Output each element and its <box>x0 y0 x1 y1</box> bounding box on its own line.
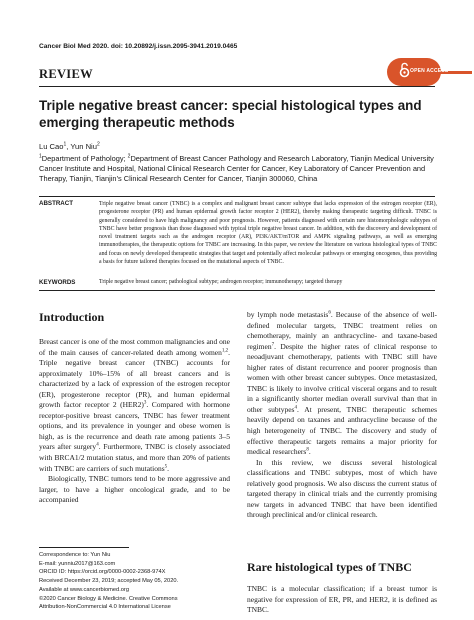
open-lock-icon <box>399 62 410 78</box>
intro-paragraph-3 <box>247 310 437 458</box>
affiliations <box>39 154 439 185</box>
footnote-copyright: ©2020 Cancer Biology & Medicine. Creative Commons <box>39 595 178 602</box>
citation-ref: 7 <box>271 342 275 348</box>
footnote-available: Available at www.cancerbiomed.org <box>39 586 129 593</box>
journal-citation: Cancer Biol Med 2020. doi: 10.20892/j.issn.2095-3941.2019.0465 <box>39 43 238 50</box>
citation-ref: 4 <box>294 405 297 411</box>
intro-paragraph-1 <box>39 337 230 474</box>
text-run: . At present, TNBC therapeutic schemes heavily depend on taxanes and anthracycline because of the high heterogeneity of TNBC. The discovery and study of effective therapeutic targets remains a major priority for medical researchers <box>247 404 437 457</box>
text-run: . Triple negative breast cancer (TNBC) accounts for approximately 10%–15% of all breast cancers and is characterized by a lack of expression of the estrogen receptor (ER), progesterone receptor (PR), and human epidermal growth factor receptor 2 (HER2) <box>39 347 230 410</box>
footnote-rule <box>39 547 129 548</box>
affil-marker-1: 1 <box>39 153 42 160</box>
citation-ref: 4 <box>96 442 99 448</box>
citation-ref: 1,2 <box>221 348 229 354</box>
affil-text-1: Department of Pathology; <box>41 154 128 163</box>
title-line-1: Triple negative breast cancer: special histological types and <box>39 98 422 113</box>
footnote-correspondence: Correspondence to: Yun Niu <box>39 552 111 558</box>
abstract-label: ABSTRACT <box>39 200 74 207</box>
author-list <box>39 142 100 151</box>
text-run: Breast cancer is one of the most common malignancies and one of the main causes of cancer-related death among women <box>39 337 230 357</box>
citation-ref: 8 <box>306 447 309 453</box>
open-access-text: OPEN ACCESS <box>410 68 449 74</box>
keywords-label: KEYWORDS <box>39 279 76 286</box>
author-1: Lu Cao <box>39 142 64 151</box>
abstract-text: Triple negative breast cancer (TNBC) is a complex and malignant breast cancer subtype that lacks expression of the estrogen receptor (ER), progesterone receptor (PR) and human epidermal growth factor receptor 2 (HER2), thereby making therapeutic targeting difficult. TNBC is generally considered to have high malignancy and poor prognosis. However, patients diagnosed with certain rare histomorphologic subtypes of TNBC have better prognosis than those diagnosed with typical triple negative breast cancer. In addition, with the discovery and development of novel treatment targets such as the androgen receptor (AR), PI3K/AKT/mTOR and AMPK signaling pathways, as well as emerging immunotherapies, the therapeutic options for TNBC are increasing. In this paper, we review the literature on various histological types of TNBC and focus on newly developed therapeutic strategies that target and potentially affect molecular pathways or emerging oncogenes, thus providing a basis for future tailored therapies focused on the mutational aspects of TNBC. <box>99 201 437 266</box>
footnote-dates: Received December 23, 2019; accepted May 05, 2020. <box>39 578 179 585</box>
footnote-license: Attribution-NonCommercial 4.0 International License <box>39 604 171 611</box>
text-run: . Compared with hormone receptor-positive breast cancers, TNBC has fewer treatment options, and its prevalence in younger and obese women is high, as is the recurrence and death rate among patients 3–5 years after surgery <box>39 400 230 452</box>
author-2-affil: 2 <box>96 141 100 148</box>
text-run: by lymph node metastasis <box>247 310 329 319</box>
citation-ref: 3 <box>143 400 147 406</box>
article-title <box>39 97 439 131</box>
footnote-email: E-mail: yunniu2017@163.com <box>39 560 116 567</box>
footnote-orcid: ORCID ID: https://orcid.org/0000-0002-2368-974X <box>39 569 166 576</box>
text-run: . Despite the higher rates of clinical response to neoadjuvant chemotherapy, patients with TNBC still have higher rates of distant recurrence and poorer prognosis than women with other breast cancer subtypes. Once metastasized, TNBC is likely to involve critical visceral organs and to result in a significantly shorter median overall survival than that in other subtypes <box>247 341 437 414</box>
citation-ref: 5 <box>164 464 168 470</box>
header-rule <box>39 86 435 87</box>
intro-paragraph-4: In this review, we discuss several histological classifications and TNBC subtypes, most of which have relatively good prognosis. We also discuss the current status of targeted therapy in clinical trials and the currently promising new targets in advanced TNBC that have been identified through preclinical and/or clinical research. <box>247 457 437 520</box>
left-column <box>39 337 230 506</box>
affil-marker-2: 2 <box>127 153 131 160</box>
article-type-label: REVIEW <box>39 67 93 81</box>
text-run: . <box>167 463 170 473</box>
author-2: , Yun Niu <box>66 142 97 151</box>
right-column <box>247 310 437 521</box>
affil-text-2: Department of Breast Cancer Pathology and Research Laboratory, Tianjin Medical University Cancer Institute and Hospital, National Clinical Research Center for Cancer, Key Laboratory of Cancer Prevention and Therapy, Tianjin, Tianjin’s Clinical Research Center for Cancer, Tianjin 300060, China <box>39 154 434 184</box>
citation-ref: 6 <box>328 310 331 316</box>
title-line-2: emerging therapeutic methods <box>39 115 235 130</box>
text-run: . Furthermore, TNBC is closely associated with BRCA1/2 mutation status, and more than 20% of patients with TNBC are carriers of such mutations <box>39 442 230 473</box>
introduction-heading: Introduction <box>39 310 105 324</box>
section-heading-rare-types: Rare histological types of TNBC <box>247 560 412 574</box>
correspondence-footnote <box>39 551 178 612</box>
text-run: . <box>308 447 311 457</box>
section-2-text: TNBC is a molecular classification; if a breast tumor is negative for expression of ER, PR, and HER2, it is defined as TNBC. <box>247 584 437 615</box>
intro-paragraph-2: Biologically, TNBC tumors tend to be more aggressive and larger, to have a higher oncological grade, and to be accompanied <box>39 474 230 505</box>
text-run: . Because of the absence of well-defined molecular targets, TNBC treatment relies on chemotherapy, mainly an anthracycline- and taxane-based regimen <box>247 310 437 351</box>
abstract-bottom-rule <box>39 290 435 291</box>
keywords-text: Triple negative breast cancer; pathological subtype; androgen receptor; immunotherapy; targeted therapy <box>99 279 343 285</box>
author-1-affil: 1 <box>63 141 67 148</box>
abstract-top-rule <box>39 196 435 197</box>
